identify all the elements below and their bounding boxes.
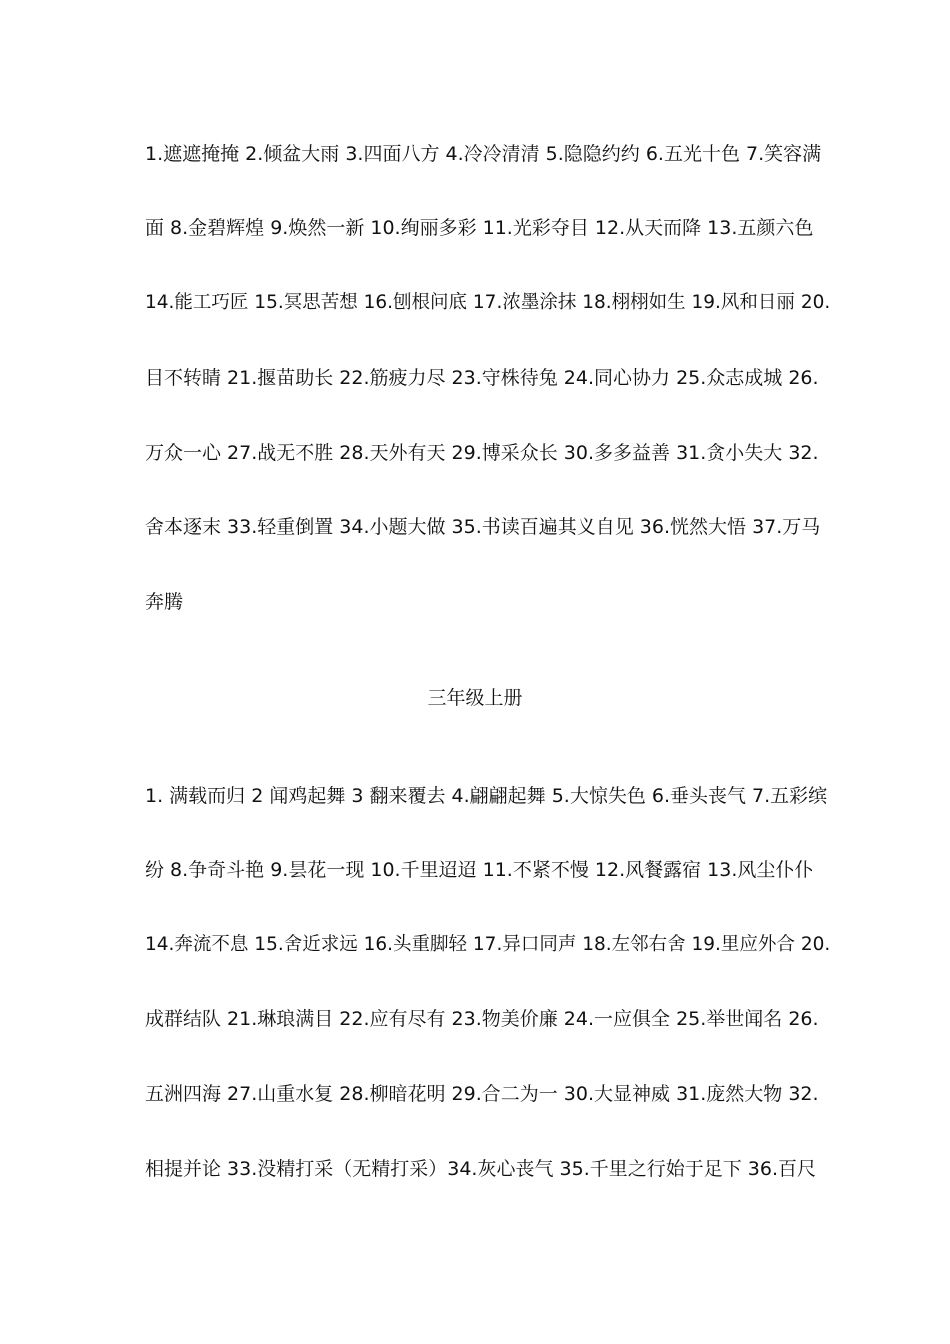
idiom-line: 相提并论 33.没精打采（无精打采）34.灰心丧气 35.千里之行始于足下 36.百尺	[145, 1158, 816, 1180]
idiom-line: 纷 8.争奇斗艳 9.昙花一现 10.千里迢迢 11.不紧不慢 12.风餐露宿 13.风尘仆仆	[145, 859, 814, 881]
idiom-line: 奔腾	[145, 591, 184, 613]
idiom-line: 万众一心 27.战无不胜 28.天外有天 29.博采众长 30.多多益善 31.贪小失大 32.	[145, 442, 819, 464]
idiom-line: 成群结队 21.琳琅满目 22.应有尽有 23.物美价廉 24.一应俱全 25.举世闻名 26.	[145, 1008, 819, 1030]
idiom-line: 1.遮遮掩掩 2.倾盆大雨 3.四面八方 4.冷冷清清 5.隐隐约约 6.五光十色 7.笑容满	[145, 143, 822, 165]
idiom-line: 五洲四海 27.山重水复 28.柳暗花明 29.合二为一 30.大显神威 31.庞然大物 32.	[145, 1083, 819, 1105]
idiom-line: 舍本逐末 33.轻重倒置 34.小题大做 35.书读百遍其义自见 36.恍然大悟 37.万马	[145, 516, 821, 538]
idiom-line: 1. 满载而归 2 闻鸡起舞 3 翻来覆去 4.翩翩起舞 5.大惊失色 6.垂头丧气 7.五彩缤	[145, 785, 828, 807]
idiom-line: 目不转睛 21.揠苗助长 22.筋疲力尽 23.守株待兔 24.同心协力 25.众志成城 26.	[145, 367, 819, 389]
idiom-line: 面 8.金碧辉煌 9.焕然一新 10.绚丽多彩 11.光彩夺目 12.从天而降 13.五颜六色	[145, 217, 814, 239]
idiom-line: 14.能工巧匠 15.冥思苦想 16.刨根问底 17.浓墨涂抹 18.栩栩如生 19.风和日丽 20.	[145, 292, 831, 313]
section-heading: 三年级上册	[427, 687, 523, 709]
idiom-line: 14.奔流不息 15.舍近求远 16.头重脚轻 17.异口同声 18.左邻右舍 19.里应外合 20.	[145, 934, 831, 955]
